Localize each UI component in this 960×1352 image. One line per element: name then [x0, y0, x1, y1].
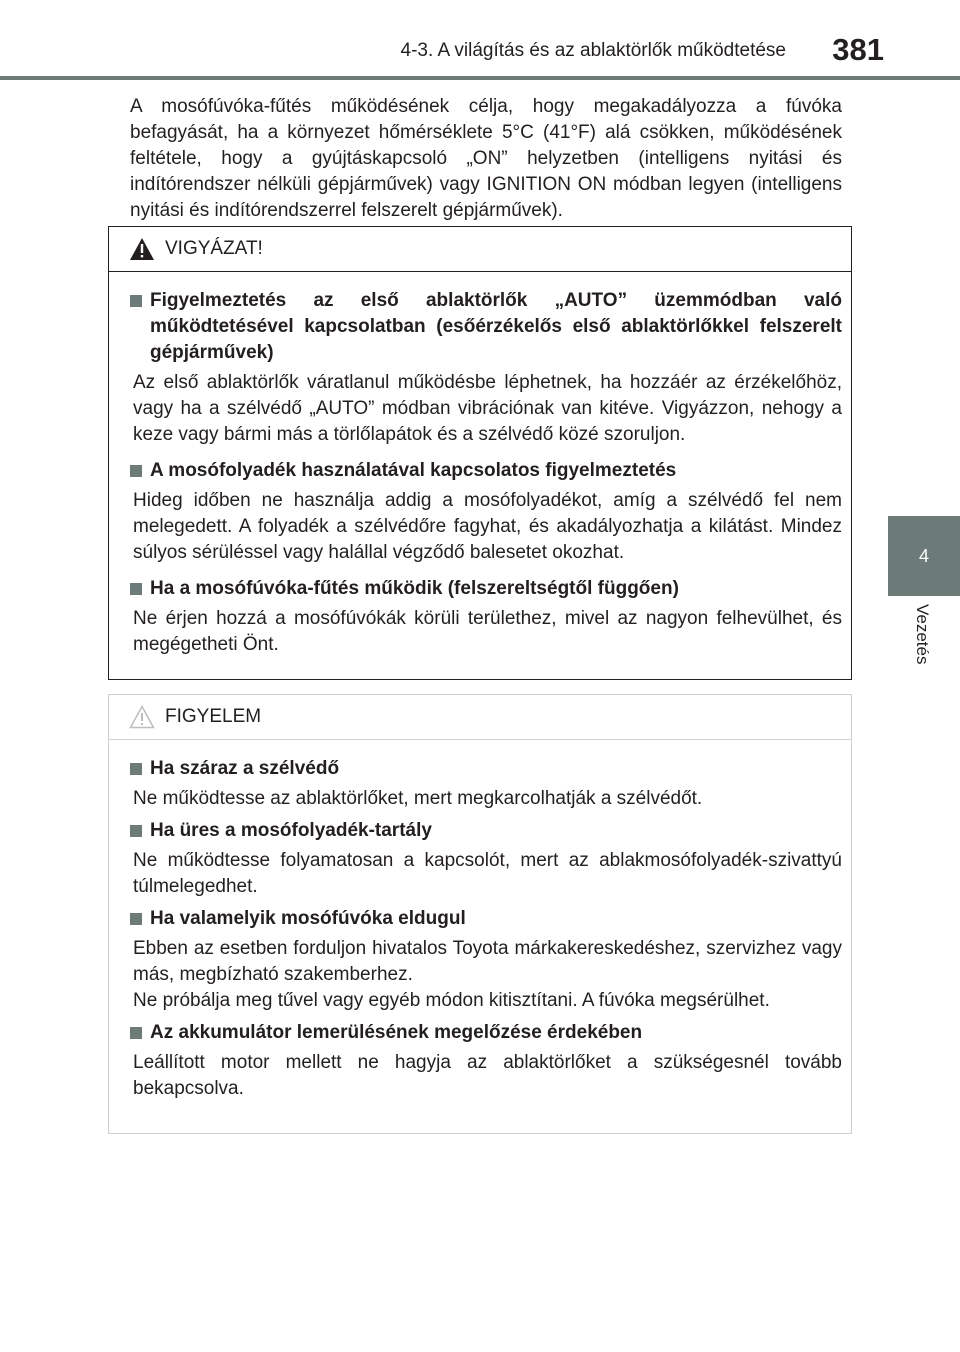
- square-bullet-icon: [130, 465, 142, 477]
- square-bullet-icon: [130, 1027, 142, 1039]
- notice-box: [108, 694, 852, 1134]
- caution-item-text: Ne érjen hozzá a mosófúvókák körüli területhez, mivel az nagyon felhevülhet, és megégetheti Önt.: [133, 608, 842, 655]
- caution-title: VIGYÁZAT!: [165, 238, 263, 259]
- chapter-tab-label: Vezetés: [913, 604, 932, 665]
- caution-box: [108, 226, 852, 680]
- notice-body: [109, 740, 851, 1102]
- page-number: 381: [832, 32, 884, 67]
- caution-item-text: Az első ablaktörlők váratlanul működésbe léphetnek, ha hozzáér az érzékelőhöz, vagy ha a szélvédő „AUTO” módban vibrációnak van kitéve. Vigyázzon, nehogy a keze vagy bármi más a törlőlapátok és a szélvédő közé szoruljon.: [133, 372, 842, 445]
- caution-item-title-text: A mosófolyadék használatával kapcsolatos figyelmeztetés: [150, 460, 677, 481]
- notice-item-title-text: Ha valamelyik mosófúvóka eldugul: [150, 908, 466, 929]
- caution-header: [109, 227, 851, 272]
- header-divider: [0, 76, 960, 80]
- warning-triangle-outline-icon: [129, 705, 155, 729]
- notice-header: [109, 695, 851, 740]
- notice-item-text: Ebben az esetben forduljon hivatalos Toyota márkakereskedéshez, szervizhez vagy más, megbízható szakemberhez.: [133, 938, 842, 985]
- notice-item-title: [130, 756, 842, 782]
- intro-paragraph: A mosófúvóka-fűtés működésének célja, hogy megakadályozza a fúvóka befagyását, ha a környezet hőmérséklete 5°C (41°F) alá csökken, működésének feltétele, hogy a gyújtáskapcsoló „ON” helyzetben (intelligens nyitási és indítórendszer nélküli gépjárművek) vagy IGNITION ON módban legyen (intelligens nyitási és indítórendszerrel felszerelt gépjárművek).: [130, 96, 842, 221]
- warning-triangle-filled-icon: [129, 237, 155, 261]
- square-bullet-icon: [130, 763, 142, 775]
- caution-item-title-text: Figyelmeztetés az első ablaktörlők „AUTO” üzemmódban való működtetésével kapcsolatban (esőérzékelős első ablaktörlőkkel felszerelt gépjárművek): [150, 290, 842, 363]
- chapter-tab-number: 4: [918, 545, 929, 566]
- notice-item-title: [130, 906, 842, 932]
- square-bullet-icon: [130, 583, 142, 595]
- notice-item-title: [130, 818, 842, 844]
- caution-item-title: [130, 288, 842, 366]
- notice-item-text: Leállított motor mellett ne hagyja az ablaktörlőket a szükségesnél tovább bekapcsolva.: [133, 1052, 842, 1099]
- notice-item-text-continued: Ne próbálja meg tűvel vagy egyéb módon kitisztítani. A fúvóka megsérülhet.: [133, 990, 770, 1011]
- square-bullet-icon: [130, 913, 142, 925]
- section-title: 4-3. A világítás és az ablaktörlők működtetése: [400, 40, 786, 61]
- notice-item-title-text: Az akkumulátor lemerülésének megelőzése érdekében: [150, 1022, 643, 1043]
- notice-item-title: [130, 1020, 842, 1046]
- chapter-tab[interactable]: [888, 516, 960, 596]
- caution-item-title: [130, 576, 842, 602]
- square-bullet-icon: [130, 825, 142, 837]
- caution-body: [109, 272, 851, 658]
- square-bullet-icon: [130, 295, 142, 307]
- notice-item-text: Ne működtesse folyamatosan a kapcsolót, mert az ablakmosófolyadék-szivattyú túlmelegedhet.: [133, 850, 842, 897]
- notice-item-text: Ne működtesse az ablaktörlőket, mert megkarcolhatják a szélvédőt.: [133, 788, 703, 809]
- notice-item-title-text: Ha száraz a szélvédő: [150, 758, 340, 779]
- notice-title: FIGYELEM: [165, 706, 262, 727]
- notice-item-title-text: Ha üres a mosófolyadék-tartály: [150, 820, 432, 841]
- caution-item-text: Hideg időben ne használja addig a mosófolyadékot, amíg a szélvédő fel nem melegedett. A folyadék a szélvédőre fagyhat, és akadályozhatja a kilátást. Mindez súlyos sérüléssel vagy halállal végződő balesetet okozhat.: [133, 490, 842, 563]
- caution-item-title-text: Ha a mosófúvóka-fűtés működik (felszereltségtől függően): [150, 578, 679, 599]
- caution-item-title: [130, 458, 842, 484]
